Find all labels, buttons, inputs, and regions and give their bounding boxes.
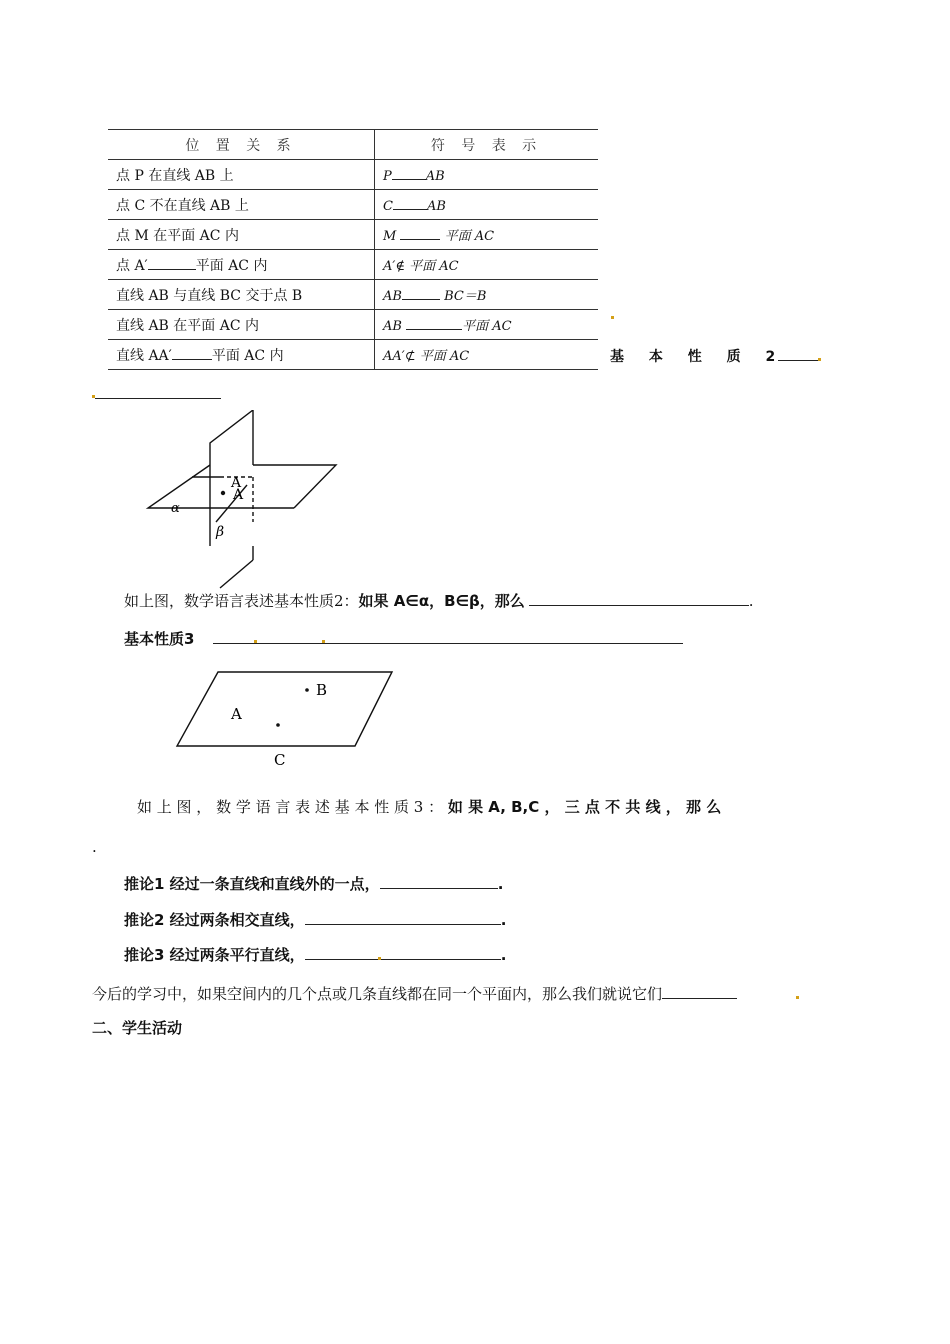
- section2-title: 二、学生活动: [92, 1019, 183, 1037]
- symbol-cell: C AB: [375, 190, 599, 220]
- table-header-symbol: 符 号 表 示: [375, 130, 599, 160]
- relation-cell: 直线 AB 在平面 AC 内: [108, 310, 375, 340]
- table-header-relation: 位 置 关 系: [108, 130, 375, 160]
- point-b-dot: [305, 688, 309, 692]
- corollary-2: 推论2 经过两条相交直线， .: [124, 911, 507, 929]
- label-a-top: A: [231, 475, 242, 491]
- edit-mark: [611, 316, 614, 319]
- coplanar-sentence: 今后的学习中，如果空间内的几个点或几条直线都在同一个平面内，那么我们就说它们: [92, 983, 737, 1004]
- plane-alpha-edge: [148, 465, 294, 508]
- label-beta: β: [216, 524, 225, 540]
- property2-title: 基 本 性 质 2: [610, 349, 786, 365]
- plane-outline: [177, 672, 392, 746]
- symbol-cell: AB BC＝B: [375, 280, 599, 310]
- table-row: [108, 220, 598, 250]
- figure-plane-three-points: [170, 668, 400, 773]
- symbol-cell: P AB: [375, 160, 599, 190]
- table-row: [108, 160, 598, 190]
- relation-cell: 点 A′ 平面 AC 内: [108, 250, 375, 280]
- property3-sentence: 如 上 图 ， 数 学 语 言 表 述 基 本 性 质 3 ： 如 果 A, B,C ， 三 点 不 共 线 ， 那 么: [137, 798, 722, 816]
- property2-sentence: 如上图，数学语言表述基本性质2：如果 A∈α，B∈β，那么 .: [124, 592, 754, 610]
- edit-mark: [254, 640, 257, 643]
- point-a-dot: [221, 491, 225, 495]
- symbol-cell: AB 平面 AC: [375, 310, 599, 340]
- corollary-3: 推论3 经过两条平行直线， .: [124, 946, 507, 964]
- edit-mark: [796, 996, 799, 999]
- property2-blank-continued: [95, 384, 221, 399]
- relation-cell: 点 M 在平面 AC 内: [108, 220, 375, 250]
- table-header-row: [108, 130, 598, 160]
- symbol-cell: M 平面 AC: [375, 220, 599, 250]
- point-c-dot: [276, 723, 280, 727]
- symbol-cell: A′∉ 平面 AC: [375, 250, 599, 280]
- property3-line: [124, 628, 683, 649]
- plane-beta-edge: [220, 560, 253, 588]
- symbol-cell: AA′⊄ 平面 AC: [375, 340, 599, 370]
- label-a: A: [233, 487, 244, 503]
- table-row: [108, 190, 598, 220]
- table-row: [108, 340, 598, 370]
- relation-cell: 点 P 在直线 AB 上: [108, 160, 375, 190]
- edit-mark: [818, 358, 821, 361]
- corollary-1: 推论1 经过一条直线和直线外的一点， .: [124, 875, 504, 893]
- edit-mark: [322, 640, 325, 643]
- edit-mark: [378, 957, 381, 960]
- label-a: A: [231, 705, 242, 723]
- label-alpha: α: [171, 501, 180, 516]
- table-row: [108, 250, 598, 280]
- property3-title: 基本性质3: [124, 630, 195, 648]
- table-row: [108, 280, 598, 310]
- property2-blank: [778, 346, 818, 361]
- relation-cell: 直线 AB 与直线 BC 交于点 B: [108, 280, 375, 310]
- figure-two-planes: [140, 410, 350, 600]
- table-row: [108, 310, 598, 340]
- relation-cell: 点 C 不在直线 AB 上: [108, 190, 375, 220]
- label-c: C: [274, 751, 286, 769]
- sentence-end-period: .: [92, 838, 97, 856]
- relation-cell: 直线 AA′ 平面 AC 内: [108, 340, 375, 370]
- plane-alpha-edge: [253, 465, 336, 508]
- label-b: B: [316, 681, 328, 699]
- relation-table: [108, 129, 598, 370]
